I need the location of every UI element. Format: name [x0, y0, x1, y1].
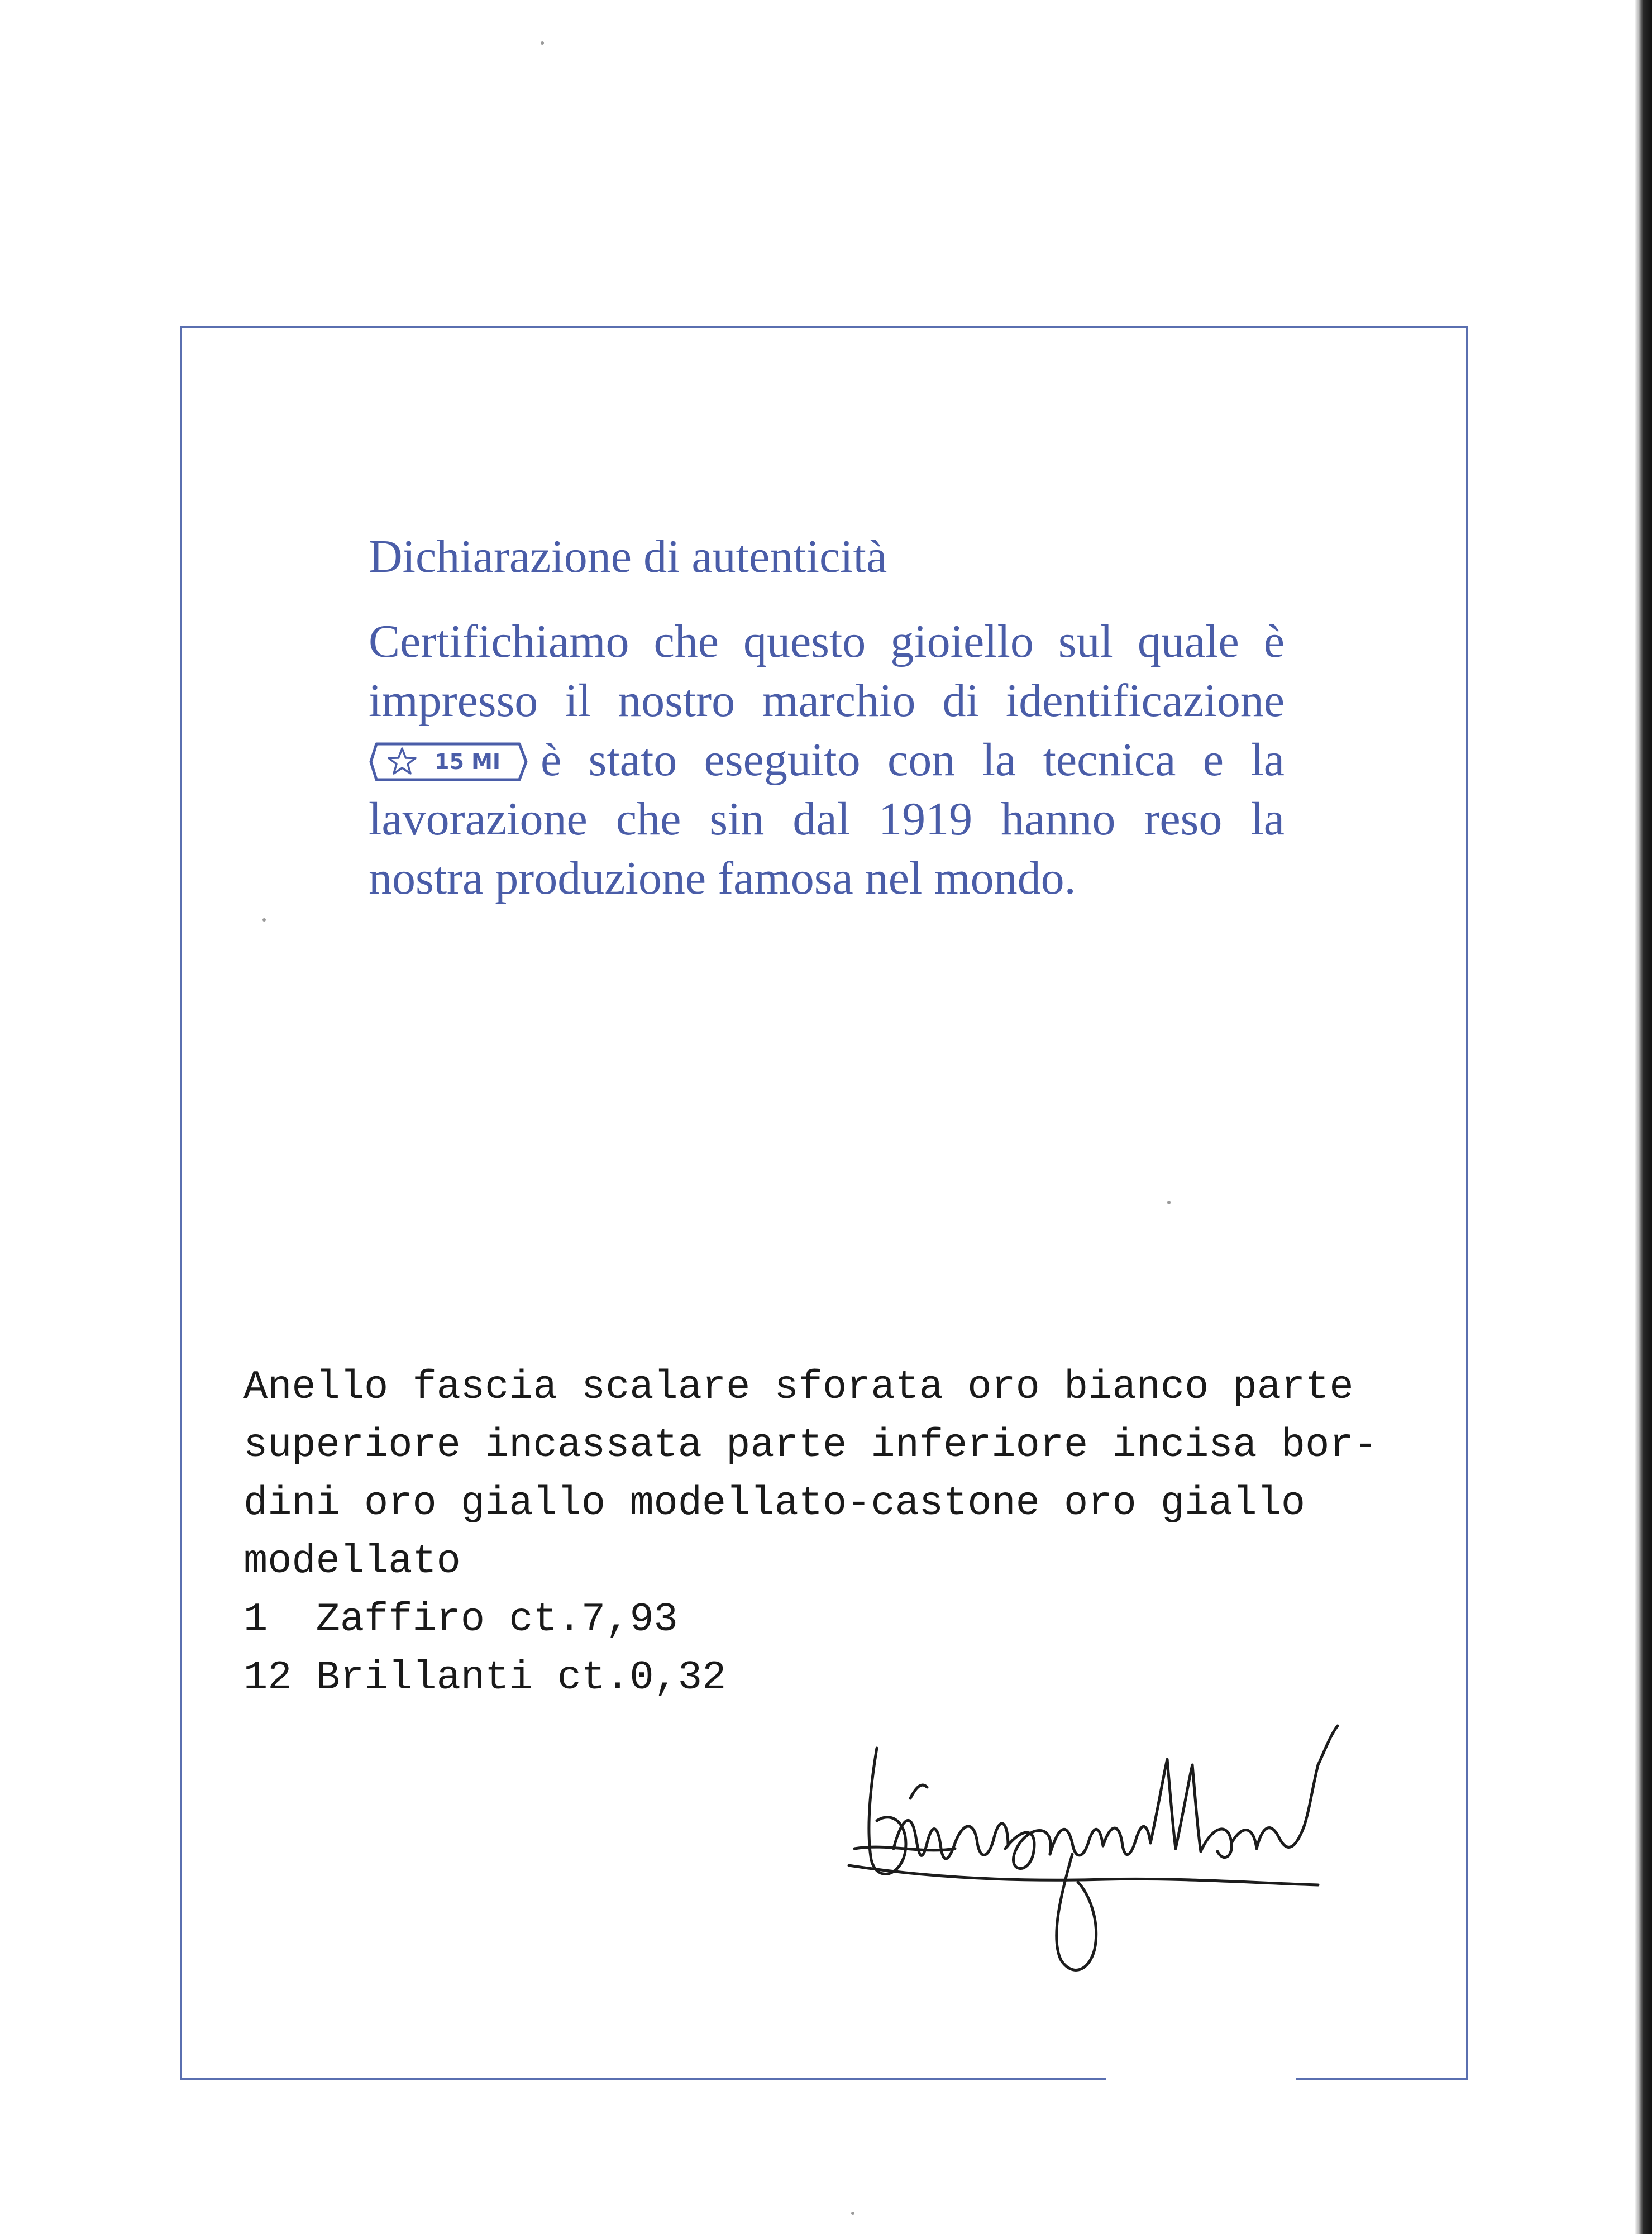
authenticity-declaration: [369, 612, 1285, 908]
declaration-text: è stato eseguito con la tecnica e la: [541, 734, 1285, 786]
description-line: superiore incassata parte inferiore incisa bor-: [243, 1422, 1378, 1468]
description-line: dini oro giallo modellato-castone oro giallo: [243, 1481, 1306, 1526]
scanner-edge: [1635, 0, 1652, 2234]
item-description: [243, 1358, 1378, 1591]
scan-speck: [541, 41, 544, 45]
stones-list: [243, 1591, 726, 1707]
star-icon: [389, 748, 416, 774]
stone-name: Zaffiro: [316, 1597, 485, 1643]
declaration-line: Certifichiamo che questo gioiello sul quale è: [369, 615, 1285, 667]
declaration-line: lavorazione che sin dal 1919 hanno reso la: [369, 793, 1285, 845]
scan-speck: [851, 2212, 854, 2215]
stone-qty: 1: [243, 1597, 268, 1643]
stone-qty: 12: [243, 1655, 292, 1701]
hallmark-stamp: [369, 742, 528, 782]
certificate-heading: Dichiarazione di autenticità: [369, 531, 887, 583]
description-line: modellato: [243, 1539, 461, 1584]
hallmark-label: 15 MI: [435, 750, 501, 774]
stone-name: Brillanti: [316, 1655, 533, 1701]
frame-gap: [1106, 2075, 1296, 2083]
scan-speck: [262, 918, 266, 922]
scan-speck: [1167, 1201, 1171, 1204]
stone-carat: ct.7,93: [509, 1597, 678, 1643]
description-line: Anello fascia scalare sforata oro bianco parte: [243, 1364, 1354, 1410]
handwritten-signature: [838, 1715, 1385, 1983]
stone-carat: ct.0,32: [557, 1655, 727, 1701]
declaration-line: impresso il nostro marchio di identificazione: [369, 675, 1285, 727]
declaration-line-with-hallmark: [369, 731, 1285, 790]
declaration-line: nostra produzione famosa nel mondo.: [369, 852, 1076, 904]
stone-row: [243, 1591, 726, 1649]
stone-row: [243, 1649, 726, 1707]
